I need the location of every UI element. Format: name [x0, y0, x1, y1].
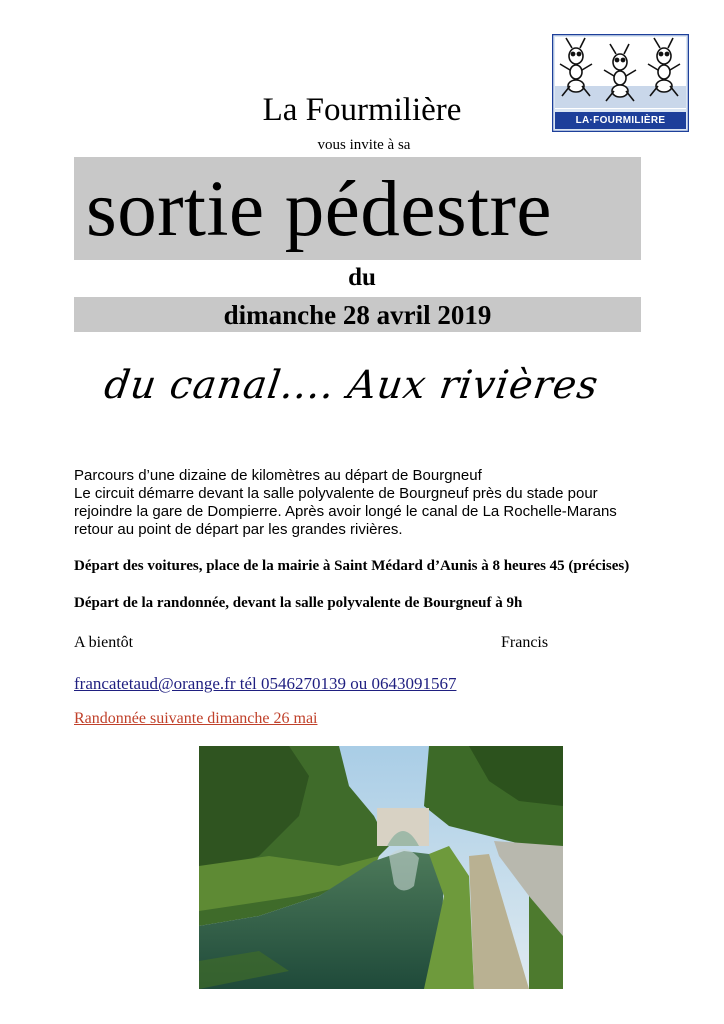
route-description — [74, 467, 654, 539]
logo-wordmark: LA·FOURMILIÈRE — [555, 112, 686, 129]
canal-photo — [199, 746, 563, 989]
route-description-line-1: Parcours d’une dizaine de kilomètres au départ de Bourgneuf — [74, 467, 482, 484]
signature-name: Francis — [501, 634, 549, 651]
car-departure-info: Départ des voitures, place de la mairie à Saint Médard d’Aunis à 8 heures 45 (précises) — [74, 558, 630, 574]
route-description-line-2: Le circuit démarre devant la salle polyvalente de Bourgneuf près du stade pour rejoindre la gare de Dompierre. Après avoir longé le canal de La Rochelle-Marans retour au point de départ par les grandes rivières. — [74, 485, 617, 538]
walk-departure-info: Départ de la randonnée, devant la salle polyvalente de Bourgneuf à 9h — [74, 595, 523, 611]
event-subtitle: du canal.... Aux rivières — [101, 363, 602, 408]
canal-landscape-image — [199, 746, 563, 989]
event-title: sortie pédestre — [86, 166, 552, 253]
invite-line: vous invite à sa — [317, 137, 411, 153]
organization-name: La Fourmilière — [262, 92, 462, 128]
event-date: dimanche 28 avril 2019 — [223, 300, 492, 330]
next-walk-link[interactable]: Randonnée suivante dimanche 26 mai — [74, 710, 318, 727]
contact-email-link[interactable]: francatetaud@orange.fr tél 0546270139 ou 0643091567 — [74, 674, 457, 693]
greeting: A bientôt — [74, 634, 134, 651]
du-label: du — [348, 264, 376, 291]
